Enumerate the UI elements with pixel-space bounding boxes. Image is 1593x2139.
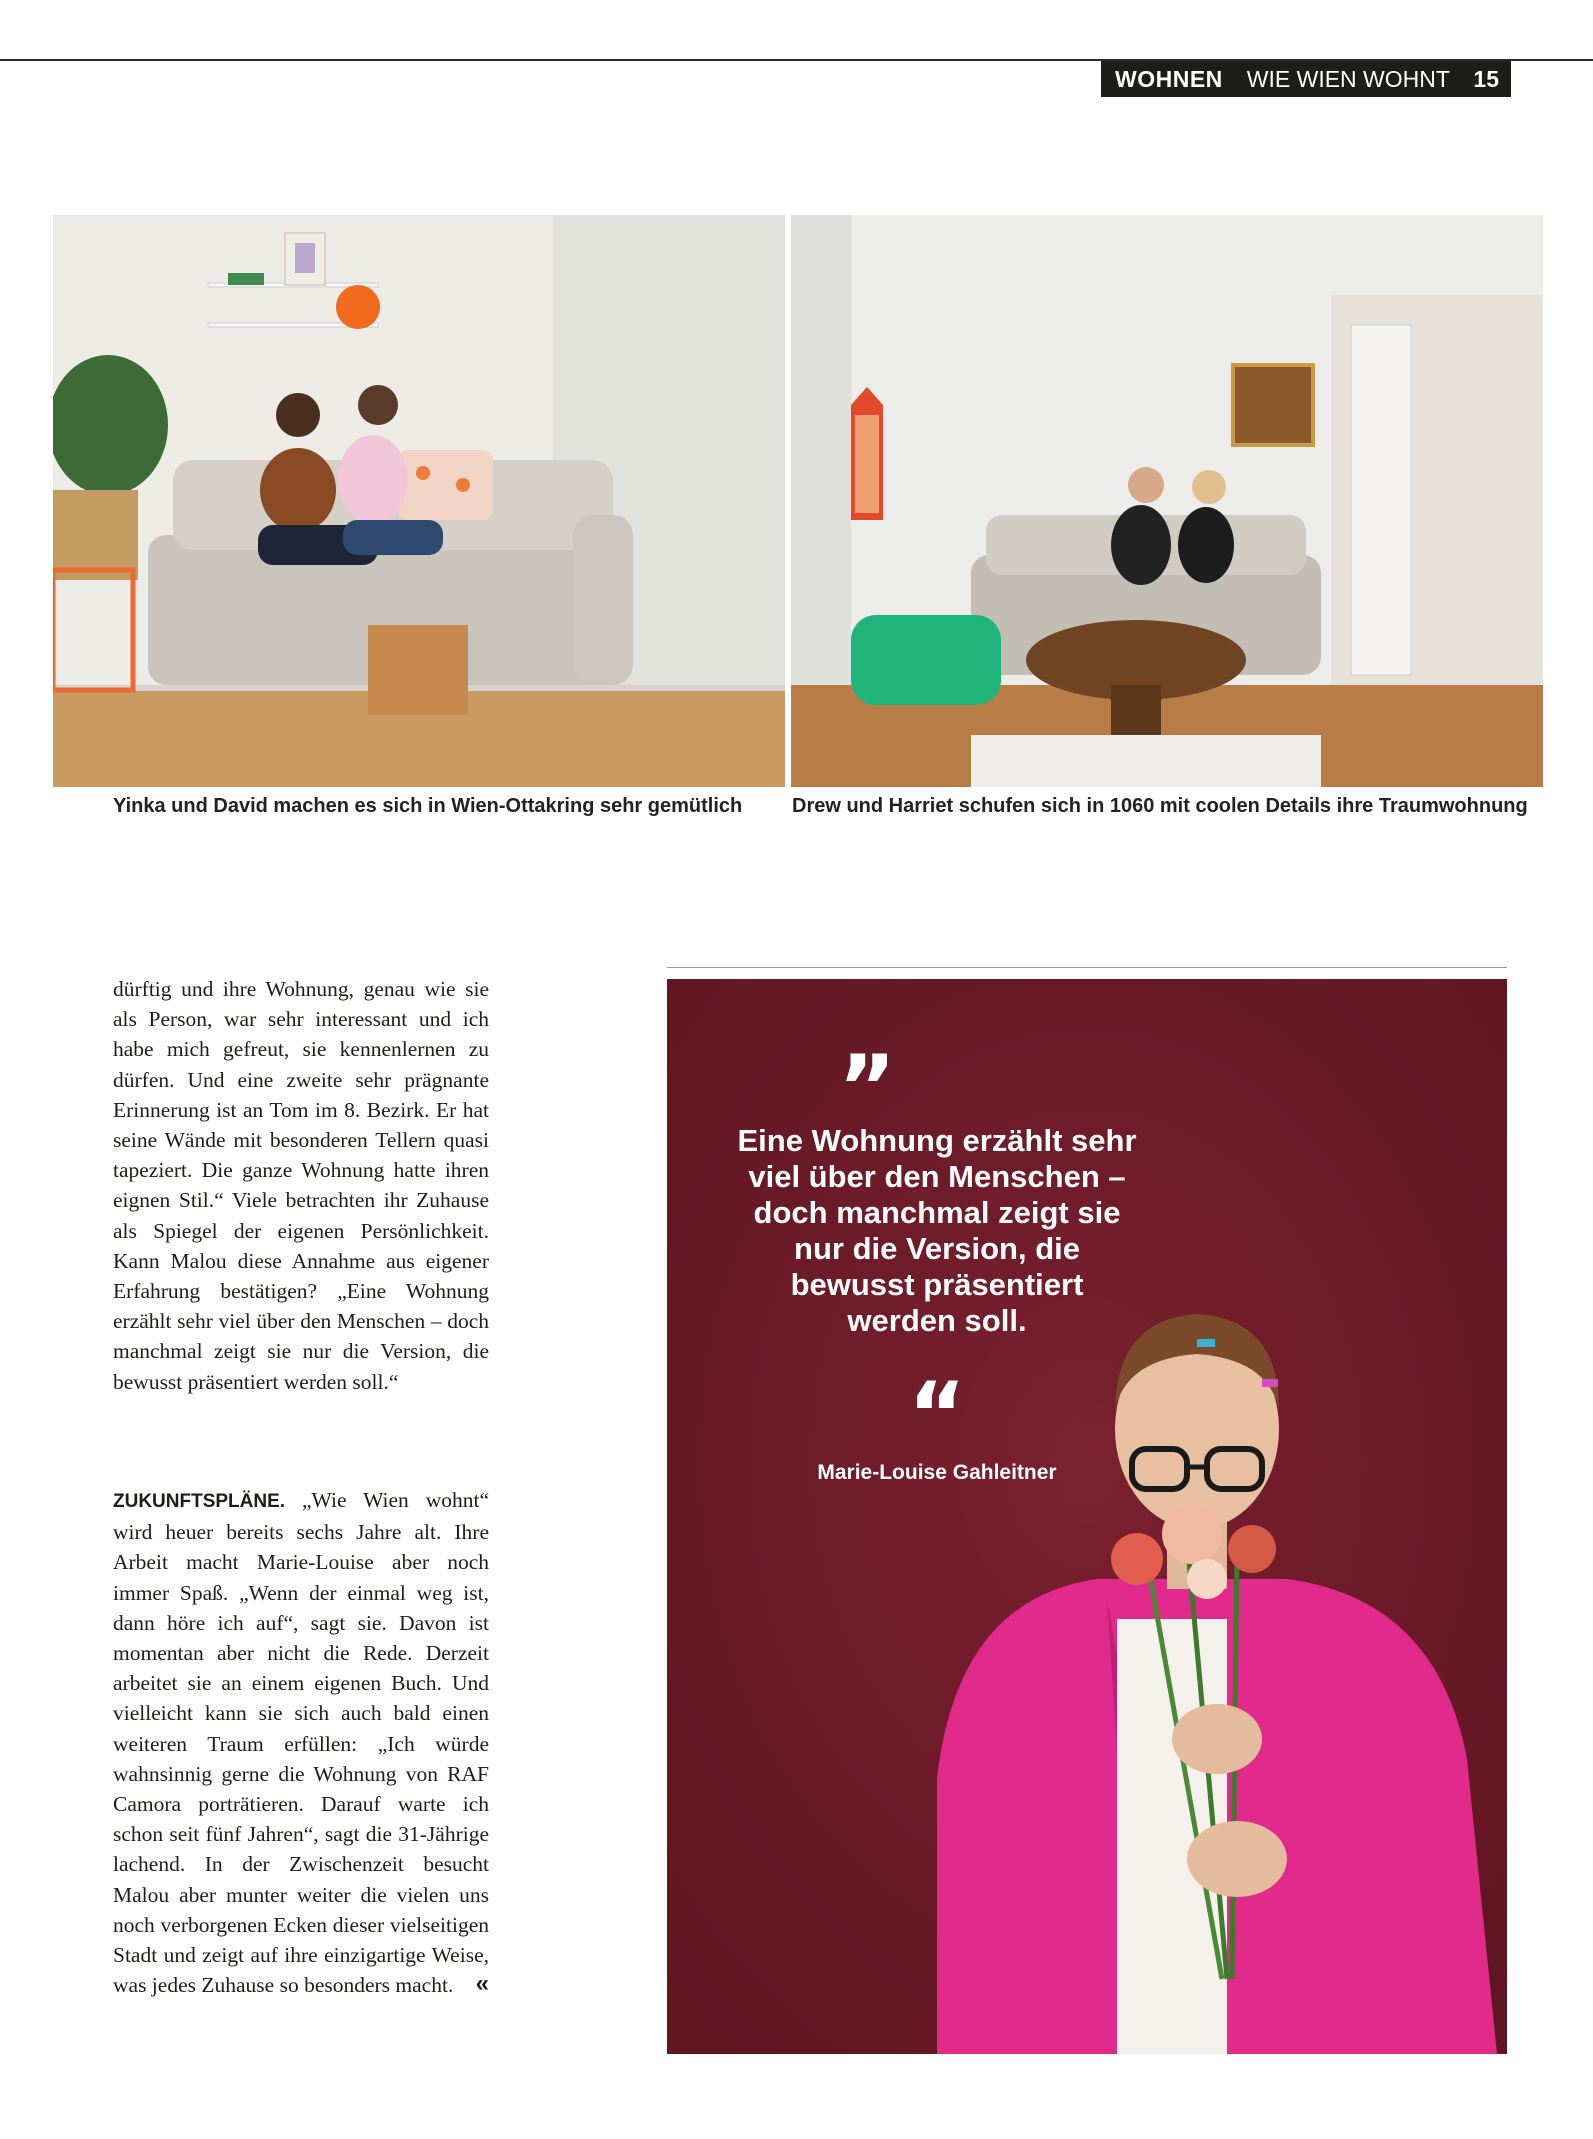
- photo-living-room-1060: [791, 215, 1543, 787]
- article-paragraph-1: [113, 974, 489, 1397]
- photo-living-room-ottakring: [53, 215, 785, 787]
- quote-close-mark: “: [908, 1363, 966, 1466]
- section-label: WOHNEN: [1115, 65, 1223, 92]
- section-kicker: ZUKUNFTSPLÄNE.: [113, 1491, 286, 1512]
- page-number: 15: [1473, 65, 1499, 92]
- section-header: [1101, 61, 1511, 97]
- photo-1060-illustration: [791, 215, 1543, 787]
- article-end-mark: «: [475, 1970, 489, 1998]
- quote-open-mark: ”: [838, 1036, 896, 1139]
- photo-ottakring-illustration: [53, 215, 785, 787]
- photo-caption-left: Yinka und David machen es sich in Wien-Ottakring sehr gemütlich: [113, 795, 743, 817]
- quote-author: Marie-Louise Gahleitner: [817, 1461, 1057, 1484]
- series-label: WIE WIEN WOHNT: [1246, 65, 1450, 92]
- quote-text: Eine Wohnung erzählt sehr viel über den Menschen – doch manchmal zeigt sie nur die Version, die bewusst präsentiert werden soll.: [737, 1123, 1137, 1338]
- paragraph-2-text: „Wie Wien wohnt“ wird heuer bereits sechs Jahre alt. Ihre Arbeit macht Marie-Louise aber noch immer Spaß. „Wenn der einmal weg ist, dann höre ich auf“, sagt sie. Davon ist momentan aber nicht die Rede. Derzeit arbeitet sie an einem eigenen Buch. Und vielleicht kann sie sich auch bald einen weiteren Traum erfüllen: „Ich würde wahnsinnig gerne die Wohnung von RAF Camora porträtieren. Darauf warte ich schon seit fünf Jahren“, sagt die 31-Jährige lachend. In der Zwischenzeit besucht Malou aber munter weiter die vielen uns noch verborgenen Ecken dieser vielseitigen Stadt und zeigt auf ihre einzigartige Weise, was jedes Zuhause so besonders macht.: [113, 1488, 490, 1998]
- quote-divider: [667, 967, 1507, 968]
- paragraph-1-text: dürftig und ihre Wohnung, genau wie sie als Person, war sehr interessant und ich habe mich gefreut, sie kennenlernen zu dürfen. Und eine zweite sehr prägnante Erinnerung ist an Tom im 8. Bezirk. Er hat seine Wände mit besonderen Tellern quasi tapeziert. Die ganze Wohnung hatte ihren eignen Stil.“ Viele betrachten ihr Zuhause als Spiegel der eigenen Persönlichkeit. Kann Malou diese Annahme aus eigener Erfahrung bestätigen? „Eine Wohnung erzählt sehr viel über den Menschen – doch manchmal zeigt sie nur die Version, die bewusst präsentiert werden soll.“: [113, 977, 489, 1394]
- photo-caption-right: Drew und Harriet schufen sich in 1060 mit coolen Details ihre Traumwohnung: [792, 795, 1528, 817]
- article-paragraph-2: [113, 1485, 489, 2000]
